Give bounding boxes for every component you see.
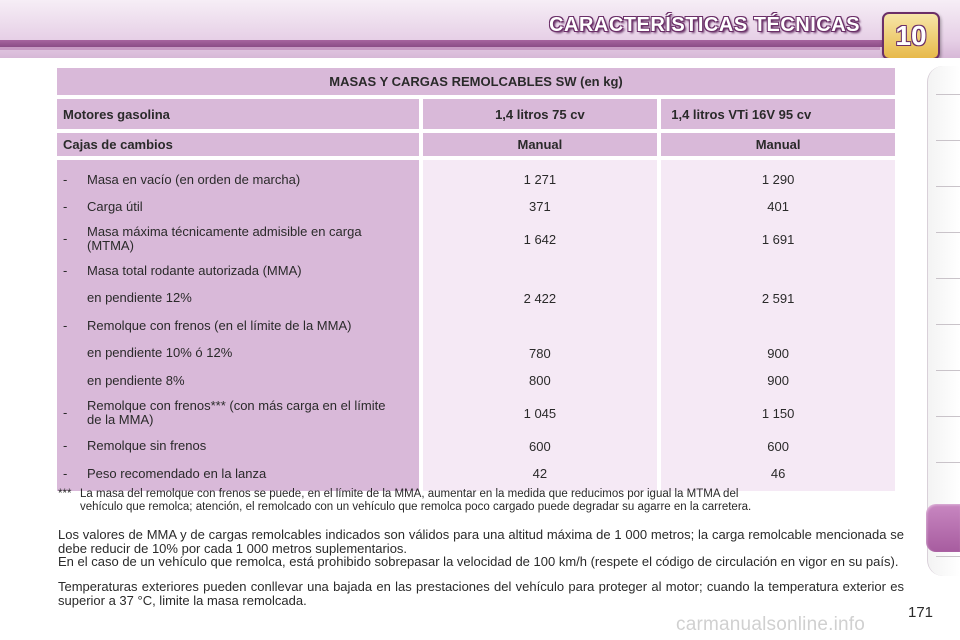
tab-divider [936,278,960,279]
tab-divider [936,462,960,463]
tab-divider [936,556,960,557]
section-title: CARACTERÍSTICAS TÉCNICAS [549,14,860,36]
table-cell: 371 [529,199,551,214]
tab-divider [936,94,960,95]
gearbox-col2: Manual [661,133,895,156]
labels-column [57,160,419,491]
tab-divider [936,186,960,187]
table-cell [661,312,895,339]
paragraph-speed: En el caso de un vehículo que remolca, está prohibido sobrepasar la velocidad de 100 km/h (respete el código de circulación en vigor en su país). [58,554,899,569]
table-cell [423,258,658,284]
row-label: Peso recomendado en la lanza [87,465,267,481]
table-cell: 1 691 [761,231,795,247]
table-cell: 2 422 [523,290,557,306]
row-label: en pendiente 10% ó 12% [87,345,233,360]
table-cell: 2 591 [761,290,795,306]
table-cell: 1 642 [523,231,557,247]
table-cell [423,312,658,339]
engine-row-label: Motores gasolina [57,99,419,129]
paragraph-temperature: Temperaturas exteriores pueden conllevar una bajada en las prestaciones del vehículo para proteger al motor; cuando la temperatura exterior es superior a 37 °C, limite la masa remolcada. [58,579,904,608]
row-label: Masa máxima técnicamente admisible en carga (MTMA) [87,224,362,253]
gearbox-row [57,133,895,156]
table-cell: 1 271 [523,172,557,187]
table-cell: 600 [767,438,789,454]
list-item [63,367,413,394]
chapter-number: 10 [895,20,927,51]
watermark: carmanualsonline.info [676,614,866,635]
chapter-tabs [927,66,960,576]
row-label: Remolque con frenos*** (con más carga en el límite de la MMA) [87,398,386,427]
table-body [57,160,895,491]
engine-col1: 1,4 litros 75 cv [423,99,658,129]
table-cell: 46 [770,466,786,481]
active-chapter-tab[interactable] [926,504,960,552]
list-item: - Remolque sin frenos [63,432,413,460]
header-stripe-light [0,47,880,50]
list-item [63,284,413,312]
row-label: en pendiente 8% [87,372,185,388]
table-cell: 1 290 [761,172,795,187]
paragraph-altitude: Los valores de MMA y de cargas remolcables indicados son válidos para una altitud máxima de 1 000 metros; la carga remolcable mencionada se debe reducir de 10% por cada 1 000 metros suplementarios. [58,527,904,556]
towing-mass-table [53,64,899,495]
row-label: Remolque con frenos (en el límite de la MMA) [87,317,352,333]
footnote-line-2: vehículo que remolca; atención, el remolcado con un vehículo que remolca poco cargado puede degradar su agarre en la carretera. [80,501,752,513]
table-cell: 42 [532,466,548,481]
values-column-1 [423,160,658,491]
table-cell: 1 045 [523,405,557,421]
tab-divider [936,232,960,233]
header-stripe [0,40,890,47]
table-cell [661,258,895,284]
footnote-line-1: La masa del remolque con frenos se puede, en el límite de la MMA, aumentar en la medida que reducimos por igual la MTMA del [80,488,739,500]
list-item: - Remolque con frenos (en el límite de la MMA) [63,312,413,339]
list-item: - Peso recomendado en la lanza [63,460,413,487]
list-item: - Masa máxima técnicamente admisible en carga (MTMA) [63,220,413,258]
footnote [58,488,904,514]
row-label: Remolque sin frenos [87,438,207,453]
row-label: Masa total rodante autorizada (MMA) [87,263,302,278]
list-item: - Carga útil [63,193,413,220]
table-cell: 1 150 [761,405,795,421]
page-number: 171 [908,604,934,621]
table-caption: MASAS Y CARGAS REMOLCABLES SW (en kg) [57,68,895,95]
values-column-2 [661,160,895,491]
table-cell: 780 [529,345,551,361]
table-cell: 600 [529,438,551,454]
tab-divider [936,140,960,141]
table-cell: 401 [767,199,789,214]
table-cell: 800 [529,373,551,388]
engine-row [57,99,895,129]
page-header [0,0,960,58]
tab-divider [936,324,960,325]
footnote-marker: *** [58,488,72,500]
engine-col2: 1,4 litros VTi 16V 95 cv [661,99,895,129]
list-item [63,339,413,367]
table-cell: 900 [767,345,789,361]
list-item: - Masa total rodante autorizada (MMA) [63,258,413,284]
row-label: Masa en vacío (en orden de marcha) [87,171,301,187]
gearbox-col1: Manual [423,133,658,156]
table-cell: 900 [767,373,789,388]
row-label: en pendiente 12% [87,290,192,305]
gearbox-row-label: Cajas de cambios [57,133,419,156]
row-label: Carga útil [87,198,143,214]
list-item: - Masa en vacío (en orden de marcha) [63,166,413,193]
table-caption-row [57,68,895,95]
chapter-badge [882,12,940,58]
list-item: - Remolque con frenos*** (con más carga en el límite de la MMA) [63,394,413,432]
tab-divider [936,370,960,371]
tab-divider [936,416,960,417]
